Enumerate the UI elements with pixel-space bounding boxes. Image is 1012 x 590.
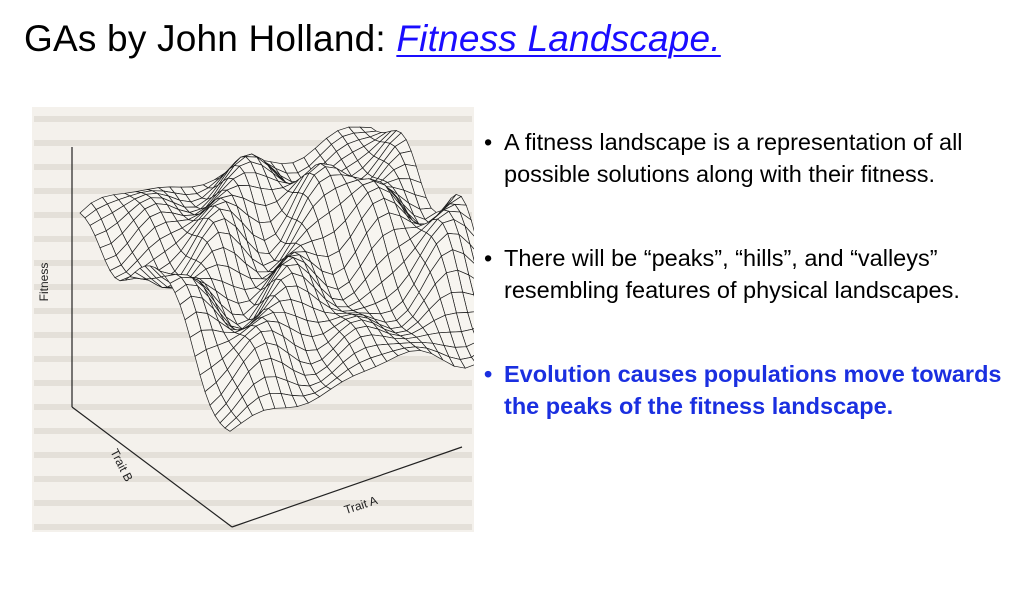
3d-fitness-landscape-wireframe-icon [32, 107, 474, 532]
bullet-item-highlight: • Evolution causes populations move towards the peaks of the fitness landscape. [484, 358, 1004, 422]
title-prefix: GAs by John Holland: [24, 18, 397, 59]
x-axis-label: Trait A [342, 493, 380, 518]
z-axis-label: Trait B [107, 446, 136, 484]
bullet-item: • There will be “peaks”, “hills”, and “valleys” resembling features of physical landscapes. [484, 242, 1004, 306]
bullet-item: • A fitness landscape is a representation of all possible solutions along with their fitness. [484, 126, 1004, 190]
bullet-list [484, 126, 1004, 422]
fitness-landscape-link[interactable]: Fitness Landscape. [396, 18, 721, 59]
fitness-landscape-figure [32, 107, 474, 532]
y-axis-label: Fitness [37, 262, 51, 302]
slide-title [24, 18, 721, 60]
